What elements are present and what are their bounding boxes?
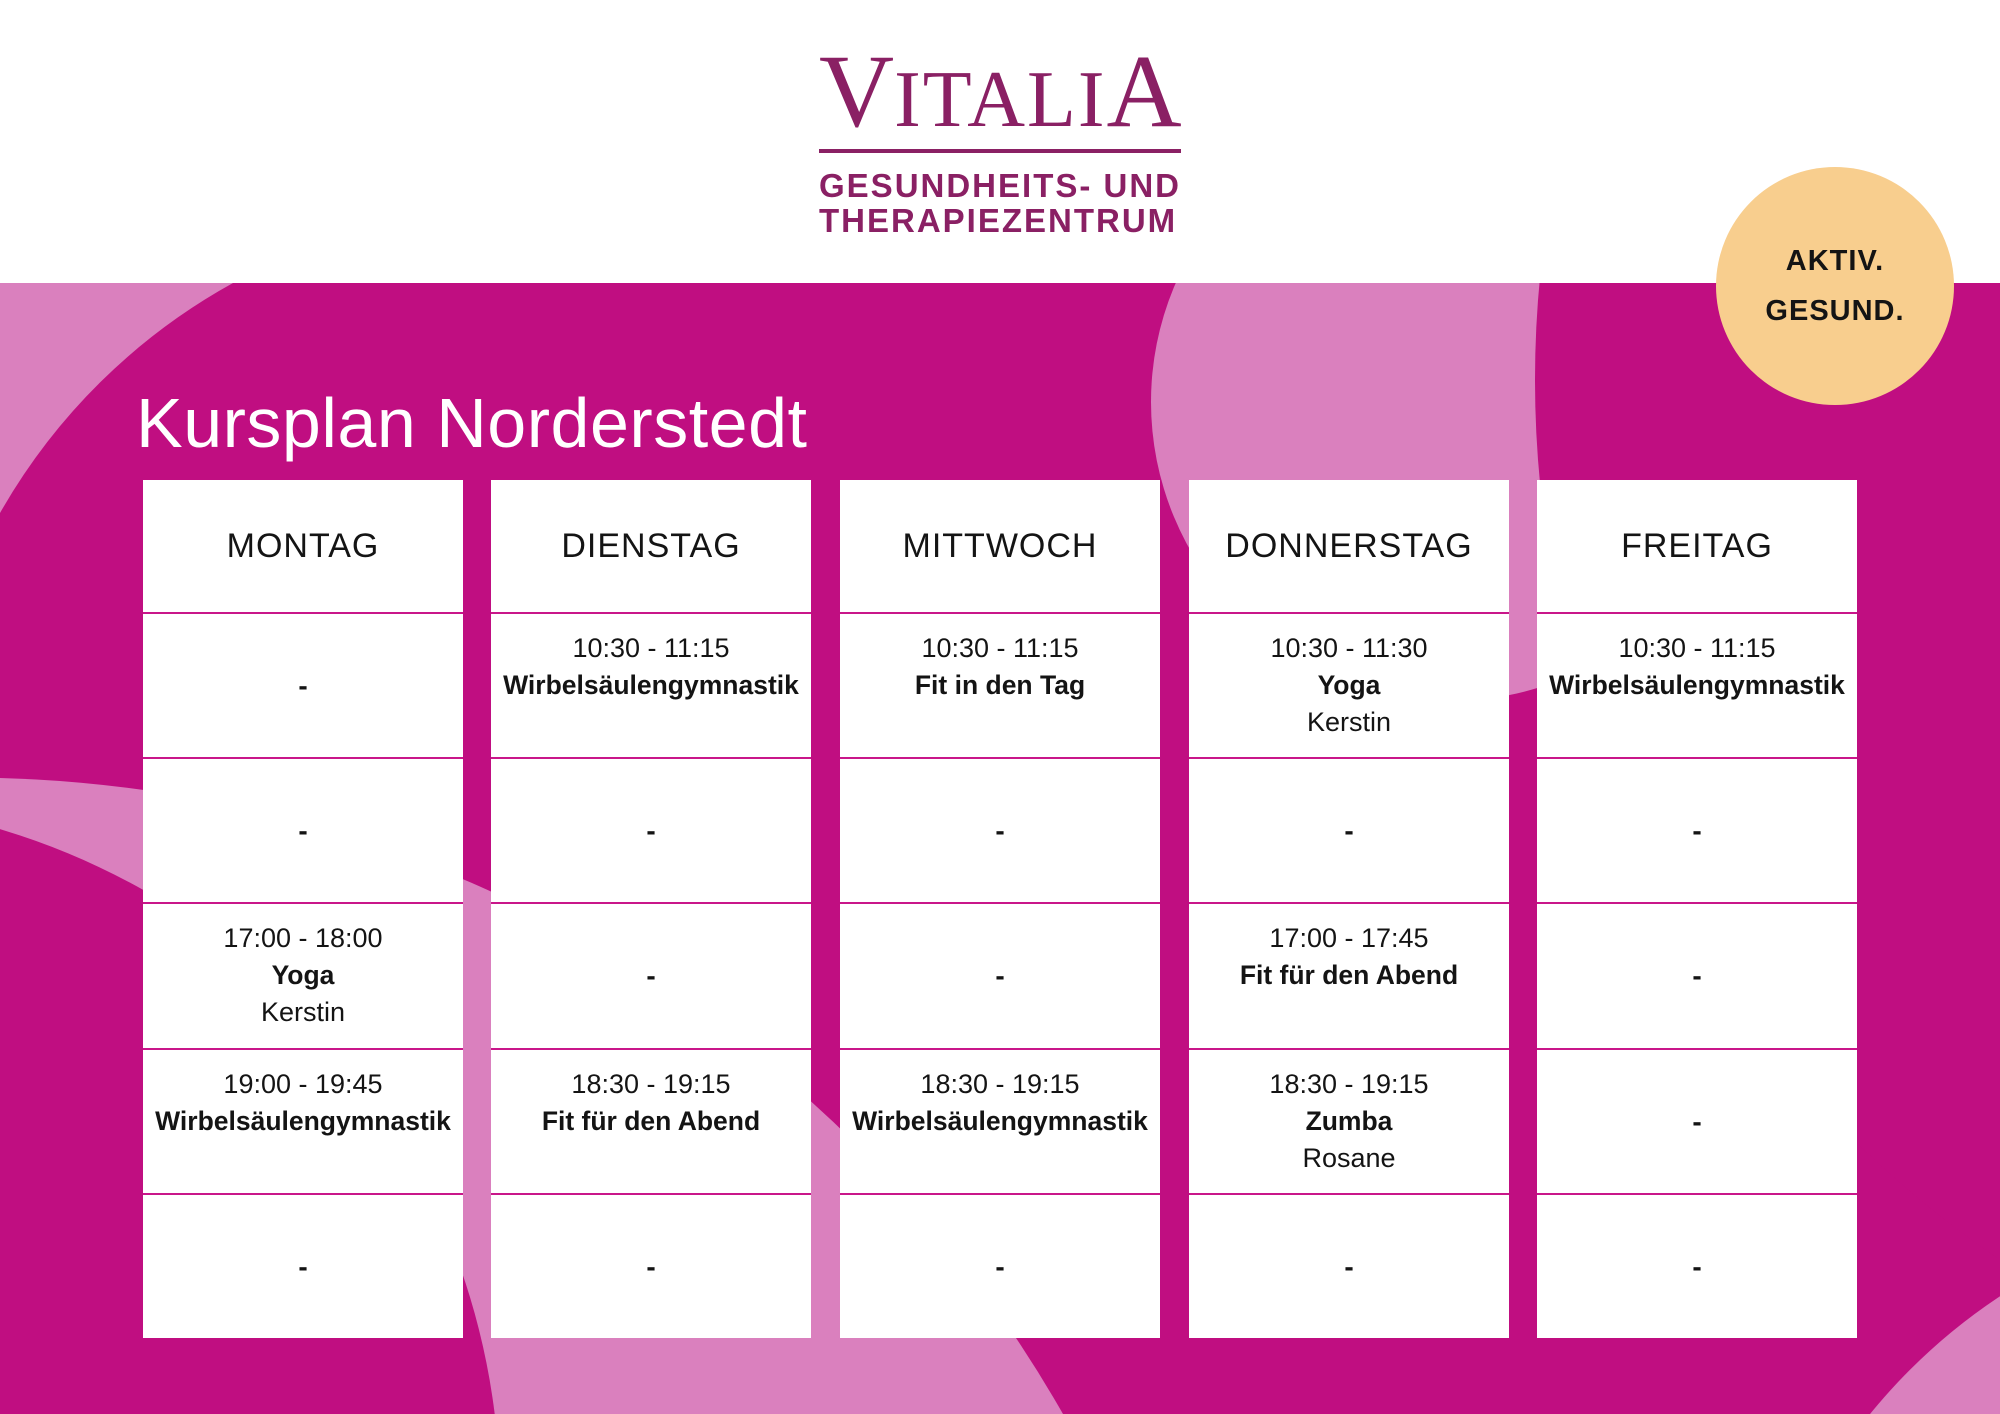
slot-cell bbox=[491, 612, 811, 757]
day-column-donnerstag bbox=[1189, 480, 1509, 1338]
day-column-mittwoch bbox=[840, 480, 1160, 1338]
slot-cell bbox=[1189, 1193, 1509, 1338]
slot-cell bbox=[491, 757, 811, 902]
slot-instructor bbox=[299, 1140, 307, 1177]
page-title: Kursplan Norderstedt bbox=[136, 384, 808, 462]
slot-cell bbox=[840, 612, 1160, 757]
slot-cell bbox=[143, 1193, 463, 1338]
slot-cell bbox=[1189, 1048, 1509, 1193]
slot-cell bbox=[143, 1048, 463, 1193]
logo-subtitle-line2: THERAPIEZENTRUM bbox=[819, 202, 1178, 239]
slot-empty-marker: - bbox=[995, 1250, 1005, 1282]
slot-instructor bbox=[1345, 994, 1353, 1031]
slot-course: Yoga bbox=[1317, 670, 1381, 701]
slot-time: 18:30 - 19:15 bbox=[1269, 1068, 1429, 1099]
slot-empty-marker: - bbox=[646, 1250, 656, 1282]
slot-empty-marker: - bbox=[995, 815, 1005, 847]
brand-letter-last: A bbox=[1106, 34, 1182, 149]
day-column-montag bbox=[143, 480, 463, 1338]
slot-empty-marker: - bbox=[1692, 1105, 1702, 1137]
logo-subtitle-line1: GESUNDHEITS- UND bbox=[819, 167, 1182, 204]
slot-course: Wirbelsäulengymnastik bbox=[852, 1105, 1148, 1136]
slot-cell bbox=[840, 757, 1160, 902]
slot-empty-marker: - bbox=[1344, 1250, 1354, 1282]
slot-course: Fit für den Abend bbox=[541, 1105, 761, 1136]
slot-time: 10:30 - 11:15 bbox=[1618, 633, 1776, 664]
slot-cell bbox=[1537, 757, 1857, 902]
brand-letters-mid: ITALI bbox=[894, 56, 1107, 144]
day-header: MONTAG bbox=[226, 526, 380, 565]
slot-instructor: Kerstin bbox=[260, 997, 346, 1028]
slot-cell bbox=[1189, 757, 1509, 902]
slot-cell bbox=[1537, 1048, 1857, 1193]
day-header: FREITAG bbox=[1621, 526, 1773, 565]
slot-time: 18:30 - 19:15 bbox=[571, 1068, 731, 1099]
slot-instructor bbox=[996, 704, 1004, 741]
slot-empty-marker: - bbox=[1692, 815, 1702, 847]
slot-cell bbox=[491, 1193, 811, 1338]
slot-time: 19:00 - 19:45 bbox=[223, 1068, 383, 1099]
slot-time: 10:30 - 11:30 bbox=[1270, 633, 1428, 664]
slot-time: 10:30 - 11:15 bbox=[921, 633, 1079, 664]
slot-cell bbox=[143, 902, 463, 1047]
slot-cell bbox=[491, 902, 811, 1047]
slot-course: Fit in den Tag bbox=[914, 670, 1086, 701]
slot-empty-marker: - bbox=[646, 960, 656, 992]
slot-time: 10:30 - 11:15 bbox=[572, 633, 730, 664]
slot-cell bbox=[1189, 902, 1509, 1047]
day-column-dienstag bbox=[491, 480, 811, 1338]
slot-course: Fit für den Abend bbox=[1239, 960, 1459, 991]
slot-course: Wirbelsäulengymnastik bbox=[503, 670, 799, 701]
day-header: MITTWOCH bbox=[902, 526, 1098, 565]
slot-course: Wirbelsäulengymnastik bbox=[1549, 670, 1845, 701]
slot-cell bbox=[840, 1193, 1160, 1338]
slot-instructor bbox=[1693, 704, 1701, 741]
slot-course: Wirbelsäulengymnastik bbox=[155, 1105, 451, 1136]
slot-cell bbox=[840, 902, 1160, 1047]
slot-cell bbox=[143, 612, 463, 757]
slot-cell bbox=[1537, 1193, 1857, 1338]
slot-empty-marker: - bbox=[298, 670, 308, 702]
day-header: DONNERSTAG bbox=[1225, 526, 1473, 565]
slot-cell bbox=[143, 757, 463, 902]
slot-empty-marker: - bbox=[1692, 1250, 1702, 1282]
slot-empty-marker: - bbox=[1344, 815, 1354, 847]
slot-cell bbox=[1537, 612, 1857, 757]
slot-instructor bbox=[996, 1140, 1004, 1177]
slot-cell bbox=[1537, 902, 1857, 1047]
slot-empty-marker: - bbox=[995, 960, 1005, 992]
slot-empty-marker: - bbox=[646, 815, 656, 847]
slot-cell bbox=[491, 1048, 811, 1193]
slot-time: 17:00 - 18:00 bbox=[223, 923, 383, 954]
slot-cell bbox=[1189, 612, 1509, 757]
badge-line2: GESUND. bbox=[1765, 295, 1905, 327]
badge-line1: AKTIV. bbox=[1785, 245, 1885, 277]
brand-letter-first: V bbox=[819, 34, 895, 149]
day-header: DIENSTAG bbox=[561, 526, 741, 565]
slot-time: 17:00 - 17:45 bbox=[1269, 923, 1429, 954]
slot-instructor: Kerstin bbox=[1306, 707, 1392, 738]
slot-instructor bbox=[647, 1140, 655, 1177]
slot-course: Zumba bbox=[1305, 1105, 1393, 1136]
slot-instructor: Rosane bbox=[1302, 1142, 1396, 1173]
slot-time: 18:30 - 19:15 bbox=[920, 1068, 1080, 1099]
slot-cell bbox=[840, 1048, 1160, 1193]
slot-empty-marker: - bbox=[298, 1250, 308, 1282]
slot-course: Yoga bbox=[271, 960, 335, 991]
day-column-freitag bbox=[1537, 480, 1857, 1338]
slot-instructor bbox=[647, 704, 655, 741]
slot-empty-marker: - bbox=[1692, 960, 1702, 992]
slot-empty-marker: - bbox=[298, 815, 308, 847]
